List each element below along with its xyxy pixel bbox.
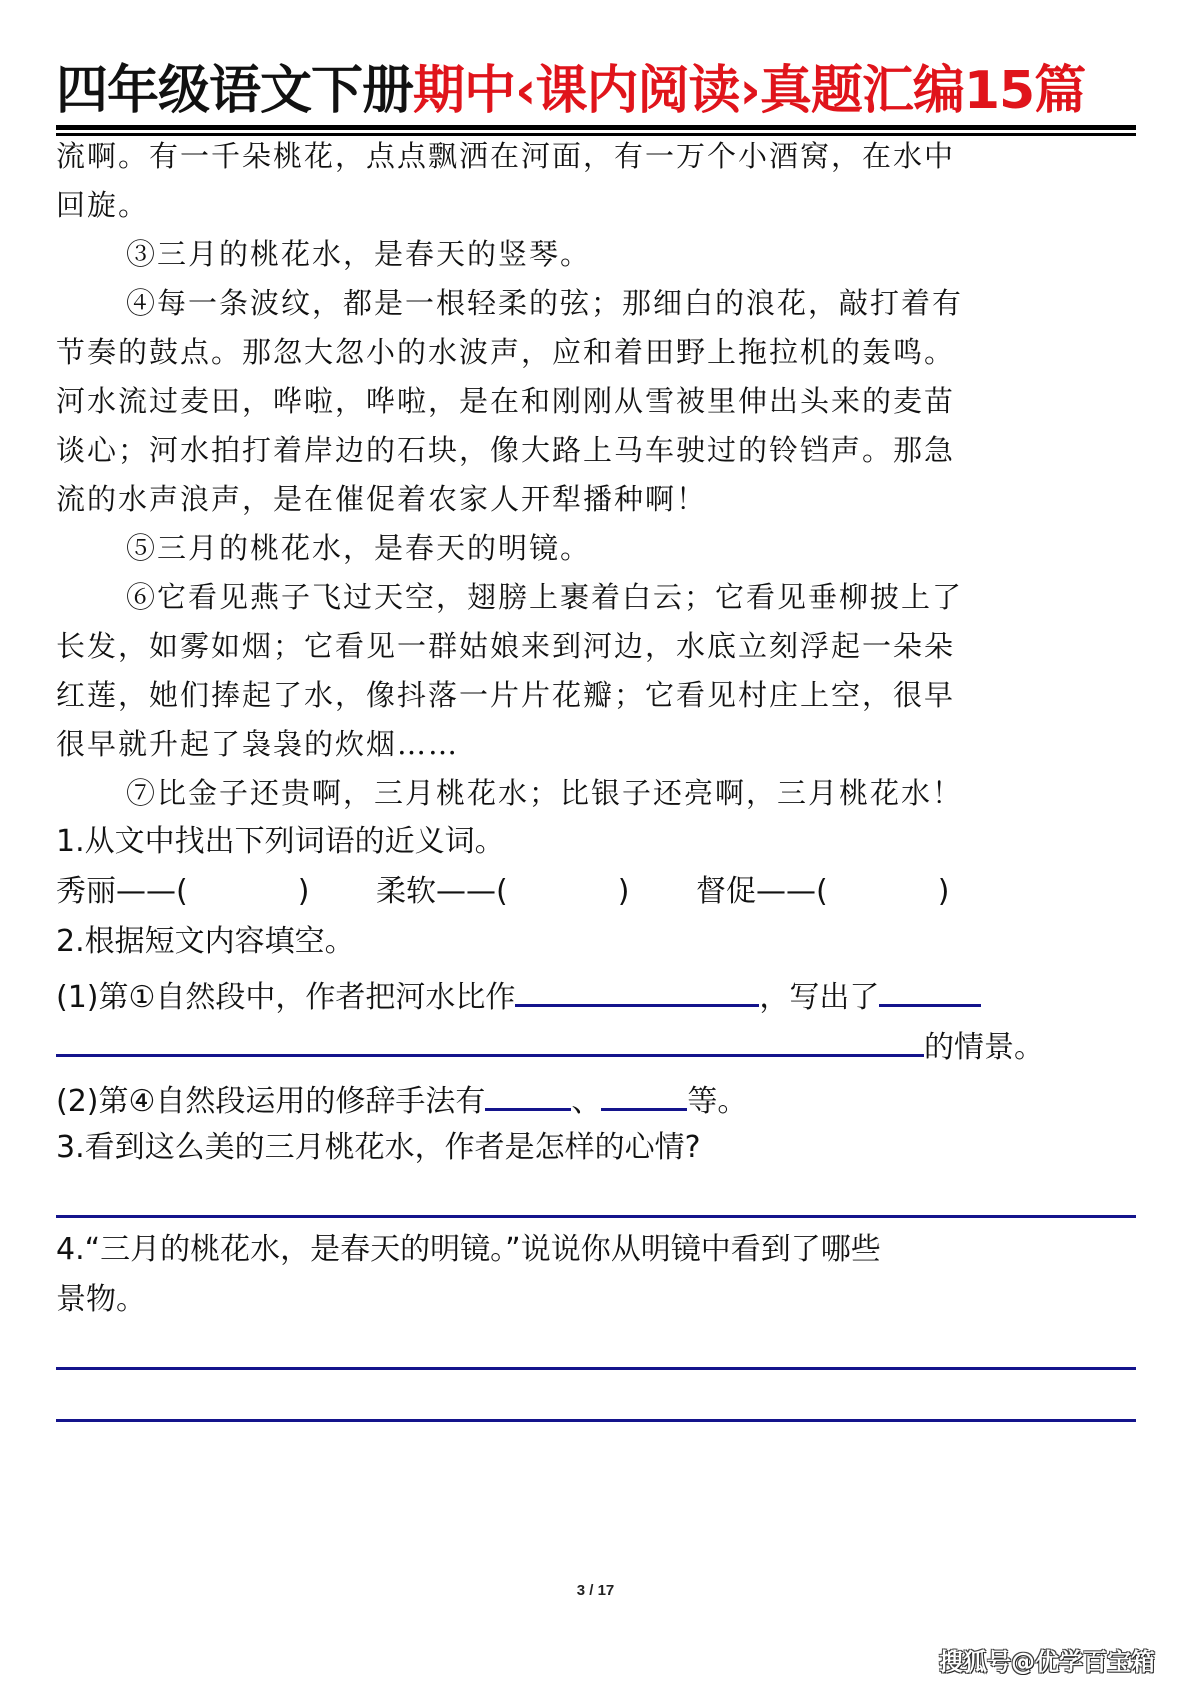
synonym-item-2[interactable]: 柔软——( ) (376, 874, 630, 909)
page-indicator: 3 / 17 (576, 1582, 615, 1599)
question-1-prompt: 1.从文中找出下列词语的近义词。 (56, 824, 505, 859)
passage-line: 红莲，她们捧起了水，像抖落一片片花瓣；它看见村庄上空，很早 (56, 678, 956, 712)
passage-line: 河水流过麦田，哗啦，哗啦，是在和刚刚从雪被里伸出头来的麦苗 (56, 384, 956, 418)
passage-paragraph-6: ⑥它看见燕子飞过天空，翅膀上裹着白云；它看见垂柳披上了 (126, 580, 964, 614)
passage-paragraph-3: ③三月的桃花水，是春天的竖琴。 (126, 237, 592, 271)
answer-blank-scene[interactable] (56, 1024, 924, 1057)
document-title (56, 58, 1136, 124)
answer-blank-scene-start[interactable] (879, 974, 981, 1007)
passage-line: 节奏的鼓点。那忽大忽小的水波声，应和着田野上拖拉机的轰鸣。 (56, 335, 956, 369)
answer-line-q4-1[interactable] (56, 1367, 1136, 1370)
passage-paragraph-5: ⑤三月的桃花水，是春天的明镜。 (126, 531, 592, 565)
synonym-item-3[interactable]: 督促——( ) (696, 874, 950, 909)
question-2-part-1: (1)第①自然段中，作者把河水比作 ，写出了 (56, 974, 981, 1018)
question-2-prompt: 2.根据短文内容填空。 (56, 924, 355, 959)
passage-line: 谈心；河水拍打着岸边的石块，像大路上马车驶过的铃铛声。那急 (56, 433, 956, 467)
synonym-word: 柔软——( (376, 874, 508, 909)
passage-line: 很早就升起了袅袅的炊烟…… (56, 727, 460, 761)
synonym-word: 秀丽——( (56, 874, 188, 909)
title-black-part: 四年级语文下册 (56, 61, 414, 121)
passage-line: 流的水声浪声，是在催促着农家人开犁播种啊！ (56, 482, 708, 516)
question-3-prompt: 3.看到这么美的三月桃花水，作者是怎样的心情? (56, 1130, 701, 1165)
question-2-part-1-cont: 的情景。 (56, 1024, 1136, 1068)
passage-line: 流啊。有一千朵桃花，点点飘洒在河面，有一万个小酒窝，在水中 (56, 139, 956, 173)
answer-line-q3[interactable] (56, 1215, 1136, 1218)
watermark: 搜狐号@优学百宝箱 (939, 1648, 1155, 1676)
header-rule-thick (56, 125, 1136, 130)
question-2-part-2: (2)第④自然段运用的修辞手法有 、 等。 (56, 1078, 747, 1122)
passage-paragraph-7: ⑦比金子还贵啊，三月桃花水；比银子还亮啊，三月桃花水！ (126, 776, 964, 810)
passage-line: 回旋。 (56, 188, 150, 222)
answer-blank-rhetoric-2[interactable] (601, 1078, 687, 1111)
answer-line-q4-2[interactable] (56, 1419, 1136, 1422)
question-4-prompt: 4.“三月的桃花水，是春天的明镜。”说说你从明镜中看到了哪些 (56, 1232, 881, 1267)
title-red-part: 期中‹课内阅读›真题汇编15篇 (413, 61, 1086, 121)
passage-line: 长发，如雾如烟；它看见一群姑娘来到河边，水底立刻浮起一朵朵 (56, 629, 956, 663)
question-4-prompt-cont: 景物。 (56, 1282, 146, 1317)
passage-paragraph-4: ④每一条波纹，都是一根轻柔的弦；那细白的浪花，敲打着有 (126, 286, 964, 320)
answer-blank-rhetoric-1[interactable] (485, 1078, 571, 1111)
answer-blank-metaphor[interactable] (515, 974, 759, 1007)
synonym-item-1[interactable]: 秀丽——( ) (56, 874, 310, 909)
synonym-word: 督促——( (696, 874, 828, 909)
